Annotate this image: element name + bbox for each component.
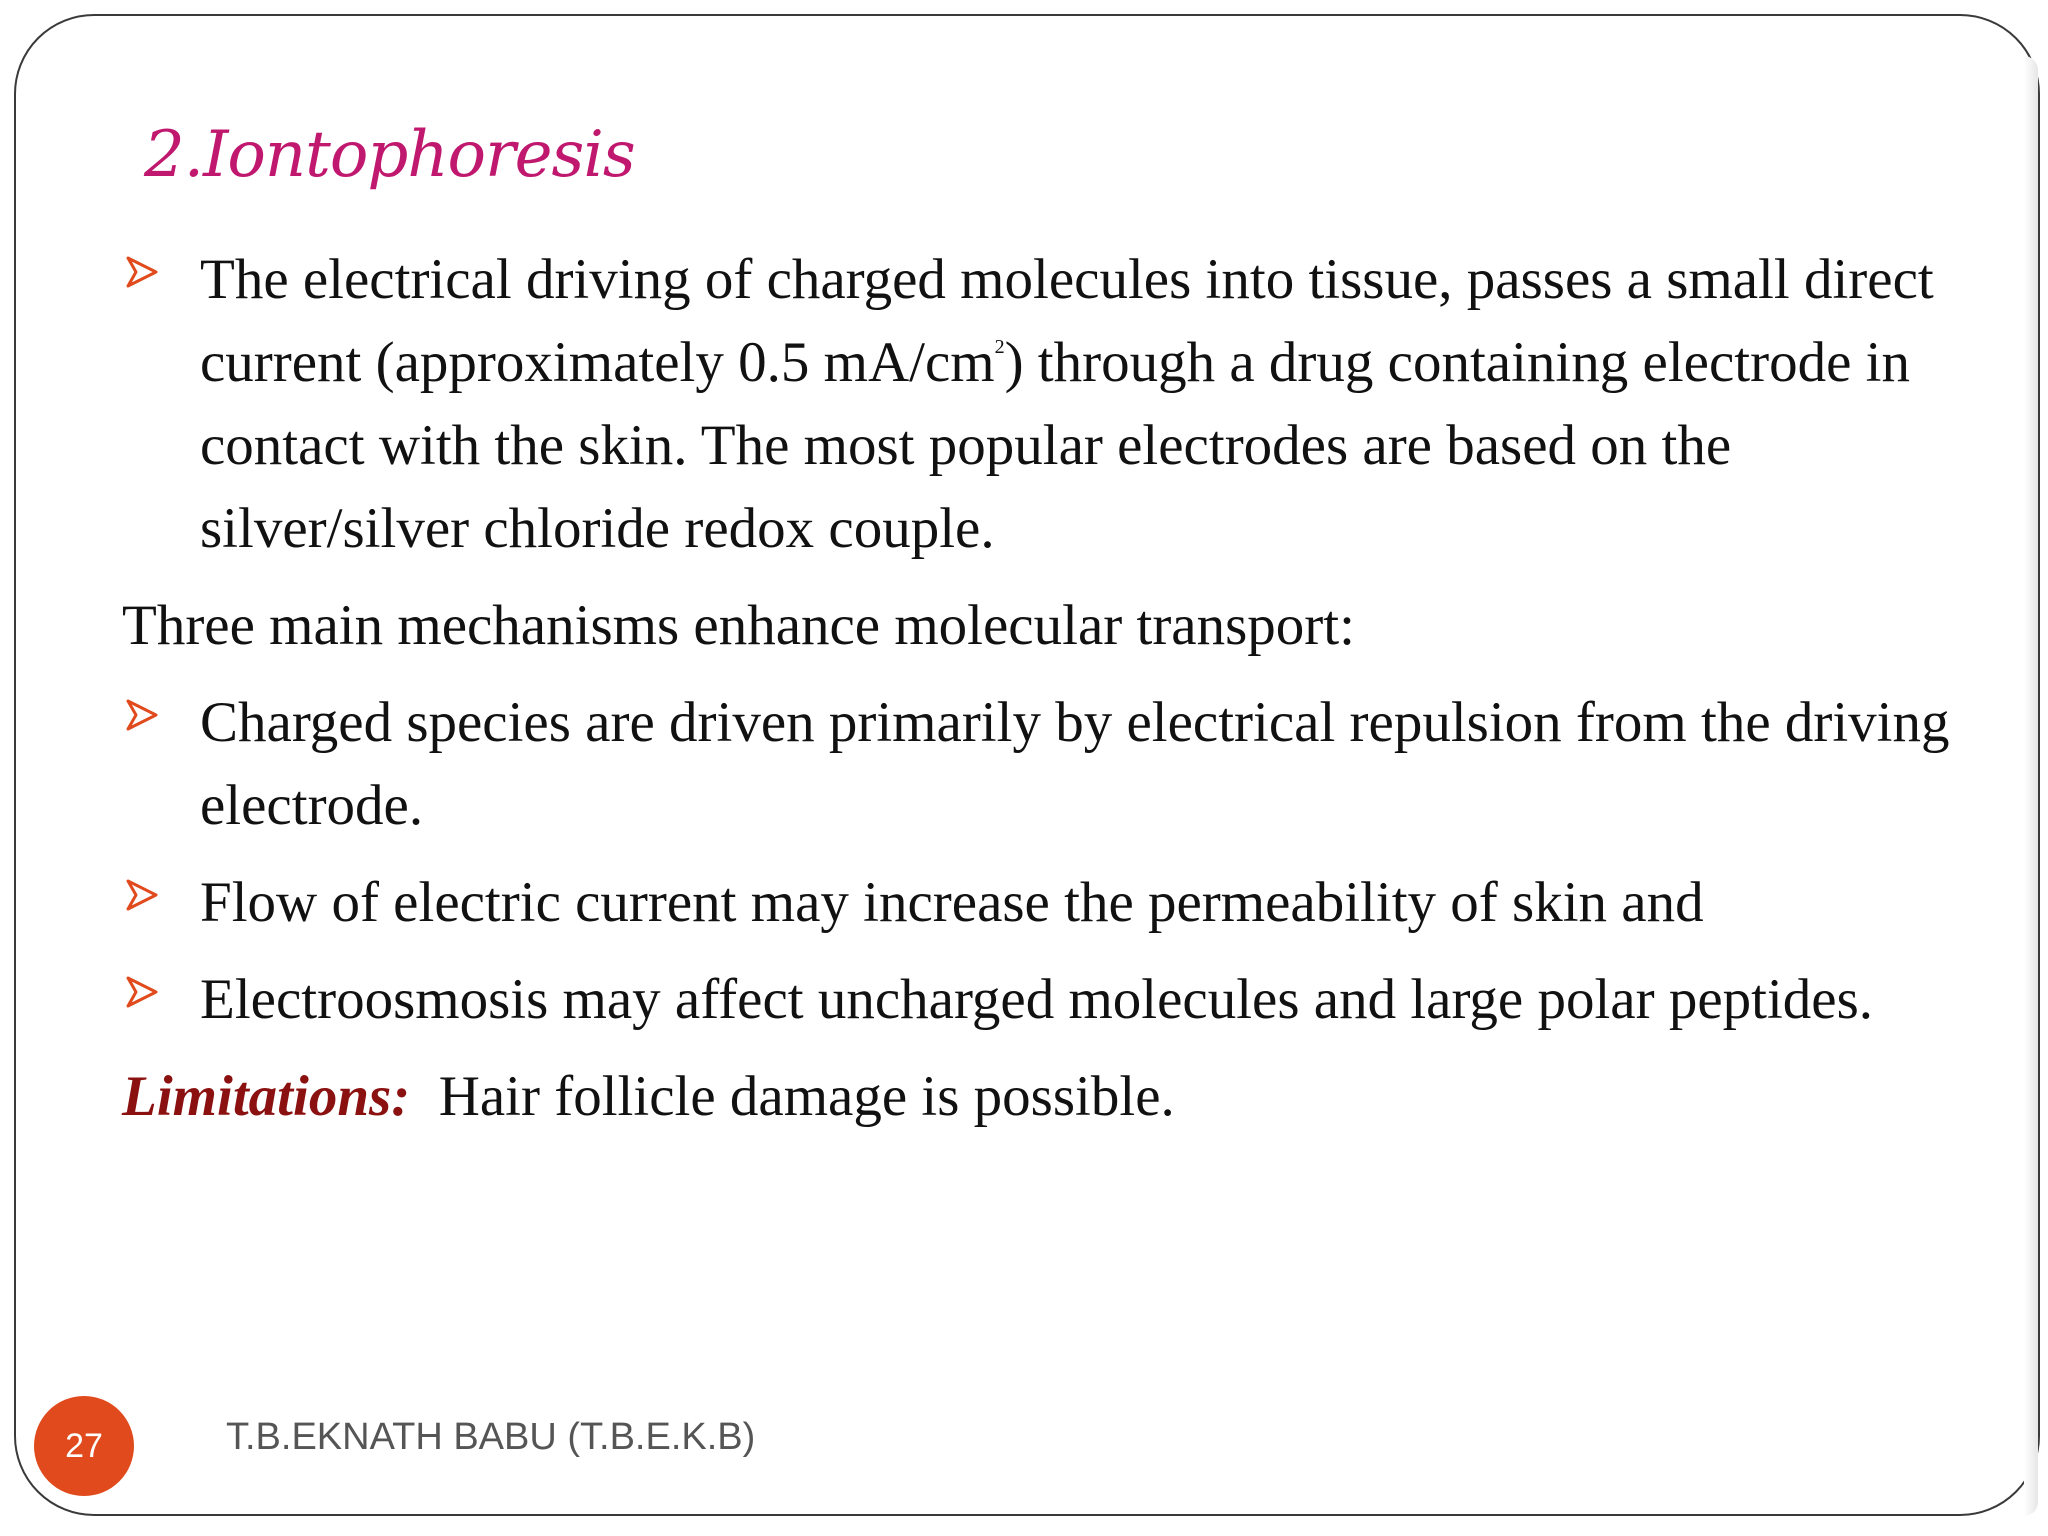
slide-title: 2.Iontophoresis	[144, 118, 635, 192]
superscript-2: 2	[994, 336, 1005, 358]
slide-content	[122, 238, 1982, 1138]
mechanism-text: Charged species are driven primarily by electrical repulsion from the driving electrode.	[200, 691, 1950, 837]
limitations-label: Limitations:	[122, 1065, 411, 1128]
limitations-text: Hair follicle damage is possible.	[438, 1065, 1175, 1128]
mechanism-text: Flow of electric current may increase the permeability of skin and	[200, 871, 1704, 934]
page-number-badge: 27	[34, 1396, 134, 1496]
bullet-item-definition	[122, 238, 1982, 570]
mechanism-text: Electroosmosis may affect uncharged molecules and large polar peptides.	[200, 968, 1874, 1031]
footer-author: T.B.EKNATH BABU (T.B.E.K.B)	[226, 1416, 756, 1458]
definition-text-part2: ) through a drug containing electrode in contact with the skin. The most popular electrodes are based on the silver/silver chloride redox couple.	[200, 331, 1910, 560]
slide-shadow-edge	[2024, 56, 2038, 1516]
arrow-bullet-icon	[124, 697, 160, 733]
arrow-bullet-icon	[124, 974, 160, 1010]
limitations-line	[122, 1055, 1982, 1138]
bullet-item-mechanism-3	[122, 958, 1982, 1041]
arrow-bullet-icon	[124, 877, 160, 913]
mechanisms-intro: Three main mechanisms enhance molecular transport:	[122, 594, 1355, 657]
arrow-bullet-icon	[124, 254, 160, 290]
bullet-item-mechanism-1	[122, 681, 1982, 847]
definition-text-part1: The electrical driving of charged molecules into tissue, passes a small direct current (approximately 0.5 mA/cm	[200, 248, 1934, 394]
bullet-item-mechanism-2	[122, 861, 1982, 944]
